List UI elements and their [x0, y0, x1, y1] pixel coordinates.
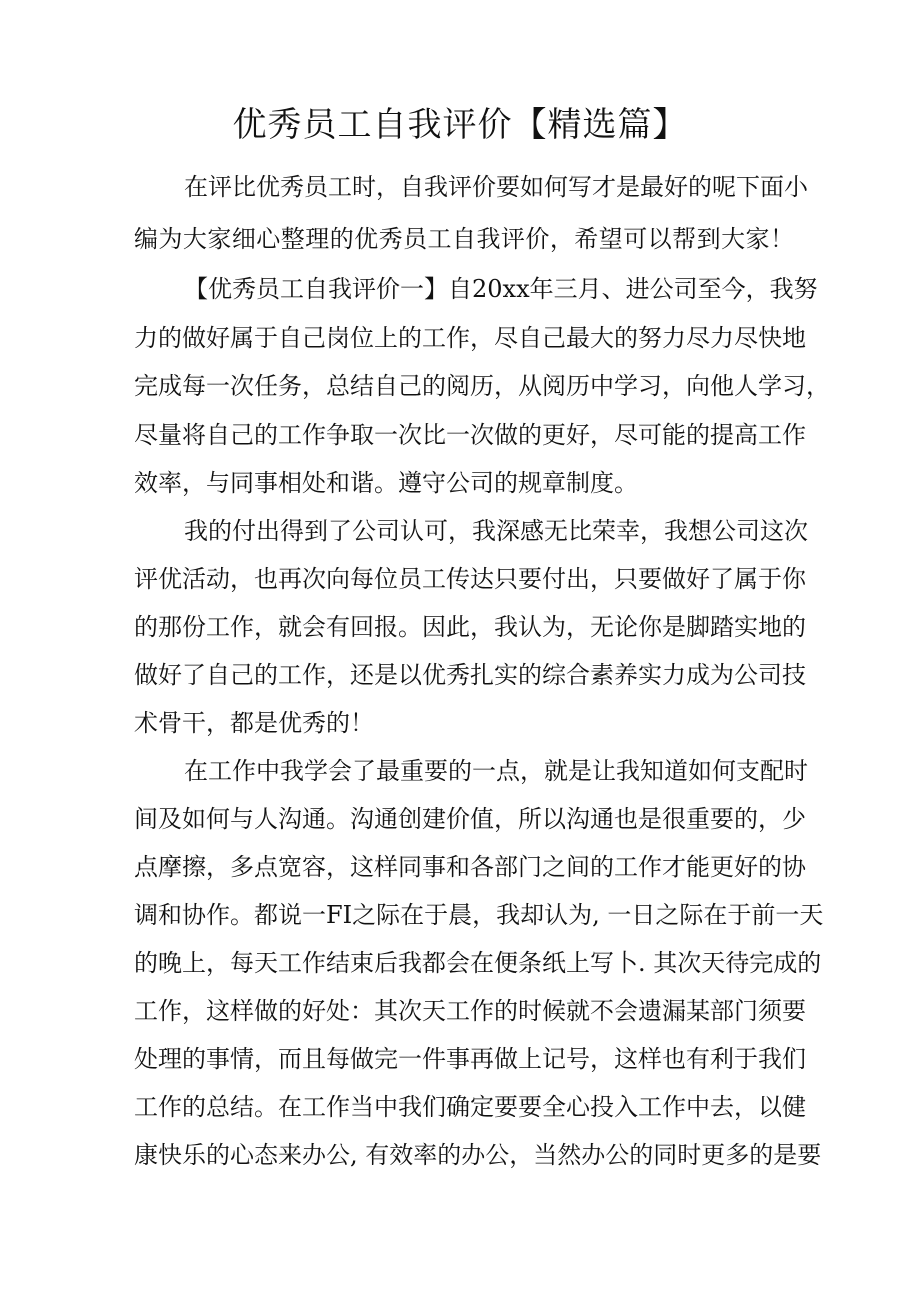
text-line: 工作的总结。在工作当中我们确定要要全心投入工作中去，以健: [134, 1093, 806, 1121]
text-line: 处理的事情，而且每做完一件事再做上记号，这样也有利于我们: [134, 1045, 806, 1073]
document-title: 优秀员工自我评价【精选篇】: [232, 105, 688, 145]
text-line: 编为大家细心整理的优秀员工自我评价，希望可以帮到大家！: [134, 225, 794, 253]
text-line: 评优活动，也再次向每位员工传达只要付出，只要做好了属于你: [134, 565, 806, 593]
text-line: 【优秀员工自我评价一】自20xx年三月、进公司至今，我努: [184, 275, 818, 303]
text-line: 力的做好属于自己岗位上的工作，尽自己最大的努力尽力尽快地: [134, 324, 806, 352]
text-line: 在评比优秀员工时，自我评价要如何写才是最好的呢下面小: [184, 173, 808, 201]
text-line: 完成每一次任务，总结自己的阅历，从阅历中学习，向他人学习，: [134, 372, 830, 400]
text-line: 间及如何与人沟通。沟通创建价值，所以沟通也是很重要的，少: [134, 805, 806, 833]
text-line: 康快乐的心态来办公, 有效率的办公，当然办公的同时更多的是要: [134, 1141, 822, 1169]
text-line: 的那份工作，就会有回报。因此，我认为，无论你是脚踏实地的: [134, 613, 806, 641]
text-line: 尽量将自己的工作争取一次比一次做的更好，尽可能的提高工作: [134, 421, 806, 449]
text-line: 做好了自己的工作，还是以优秀扎实的综合素养实力成为公司技: [134, 661, 806, 689]
text-line: 点摩擦，多点宽容，这样同事和各部门之间的工作才能更好的协: [134, 853, 806, 881]
text-line: 术骨干，都是优秀的！: [134, 709, 374, 737]
text-line: 的晚上，每天工作结束后我都会在便条纸上写卜. 其次天待完成的: [134, 949, 822, 977]
text-line: 我的付出得到了公司认可，我深感无比荣幸，我想公司这次: [184, 517, 808, 545]
text-line: 在工作中我学会了最重要的一点，就是让我知道如何支配时: [184, 757, 808, 785]
text-line: 工作，这样做的好处：其次天工作的时候就不会遗漏某部门须要: [134, 997, 806, 1025]
text-line: 效率，与同事相处和谐。遵守公司的规章制度。: [134, 469, 638, 497]
text-line: 调和协作。都说一FI之际在于晨，我却认为, 一日之际在于前一天: [134, 901, 824, 929]
